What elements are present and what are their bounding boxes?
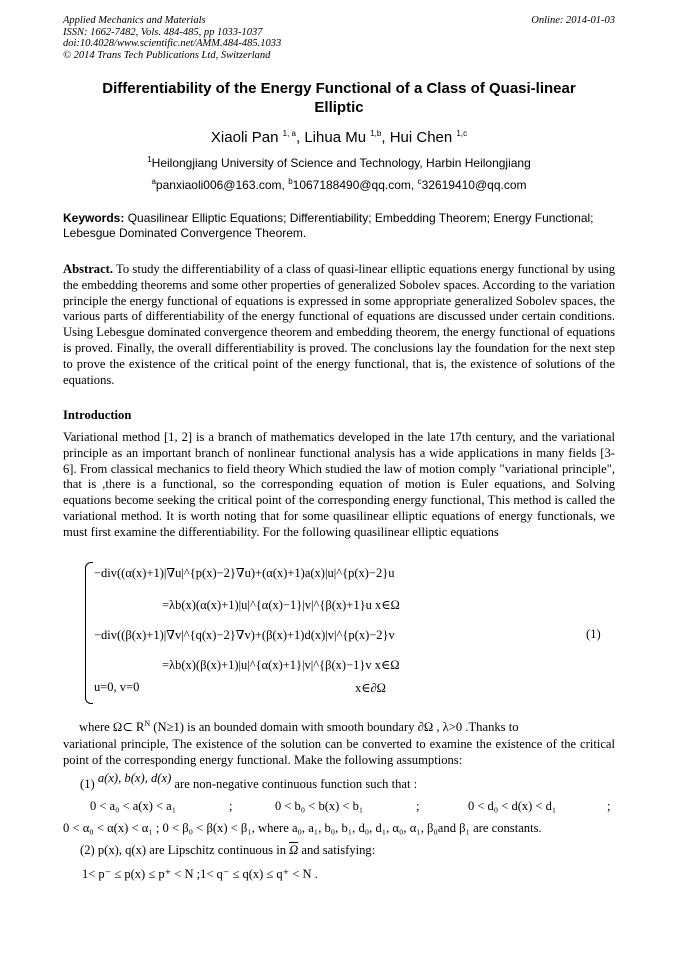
author-name: Lihua Mu (304, 129, 367, 146)
omega-closure: $\overline{\Omega}$ (289, 843, 299, 857)
keywords-label: Keywords: (63, 211, 125, 225)
title-line-2: Elliptic (314, 99, 364, 116)
paper-title (40, 79, 638, 117)
separator: ; (229, 799, 233, 813)
issn: ISSN: 1662-7482, Vols. 484-485, pp 1033-1037 (63, 26, 263, 38)
section-heading: Introduction (63, 408, 132, 422)
abstract-label: Abstract. (63, 262, 114, 276)
function-list: a(x), b(x), d(x) (97, 771, 172, 785)
equation-line: u=0, v=0 (94, 680, 140, 694)
journal-header (63, 15, 281, 61)
email: panxiaoli006@163.com, (155, 178, 289, 192)
author-sup: 1,b (370, 129, 382, 138)
affiliation: $^1$Heilongjiang University of Science and Technology, Harbin Heilongjiang (147, 155, 531, 170)
equation-line: −div((α(x)+1)|∇u|^{p(x)−2}∇u)+(α(x)+1)a(x)|u|^{p(x)−2}u (94, 566, 395, 580)
keywords-text: Quasilinear Elliptic Equations; Differentiability; Embedding Theorem; Energy Functional; Lebesgue Dominated Convergence Theorem. (63, 211, 594, 240)
keywords (63, 211, 615, 241)
author-list: Xiaoli Pan $^{1, a}$, Lihua Mu $^{1,b}$, Hui Chen $^{1,c}$ (210, 129, 468, 146)
title-line-1: Differentiability of the Energy Functional of a Class of Quasi-linear (102, 80, 576, 97)
author-name: Xiaoli Pan (210, 129, 279, 146)
email: 32619410@qq.com (421, 178, 527, 192)
copyright: © 2014 Trans Tech Publications Ltd, Switzerland (63, 49, 271, 61)
equation-number: (1) (586, 627, 601, 641)
email: 1067188490@qq.com, (292, 178, 418, 192)
intro-paragraph: Variational method [1, 2] is a branch of mathematics developed in the late 17th century, and the variational principle as an important branch of nonlinear functional analysis has a wide applications in many fields [3-6]. From classical mechanics to field theory Which studied the law of motion comply "variational principle", that is ,there is a functional, so the corresponding equation of motion is Euler equations, and Solving equations become seeking the critical point of the corresponding energy functional, This method is called the variational method. It is worth noting that for some quasilinear elliptic equations of energy functionals, we must first examine the differentiability. For the following quasilinear elliptic equations (63, 430, 615, 539)
equation-line: =λb(x)(β(x)+1)|u|^{α(x)+1}|v|^{β(x)−1}v x∈Ω (162, 658, 400, 672)
assumption-2: (2) p(x), q(x) are Lipschitz continuous in $\overline{\Omega}$ and satisfying: (80, 843, 376, 857)
inequality: 0 < a₀ < a(x) < a₁ (90, 799, 177, 813)
inequality-line: 1< p⁻ ≤ p(x) ≤ p⁺ < N ;1< q⁻ ≤ q(x) ≤ q⁺ < N . (82, 867, 318, 881)
assumption-1: (1) a(x), b(x), d(x) are non-negative continuous function such that : (80, 771, 418, 791)
author-sup: 1,c (456, 129, 468, 138)
inequality: 0 < d₀ < d(x) < d₁ (468, 799, 557, 813)
equation-line: x∈∂Ω (355, 681, 386, 695)
abstract (63, 262, 615, 388)
separator: ; (416, 799, 420, 813)
doi: doi:10.4028/www.scientific.net/AMM.484-485.1033 (63, 38, 282, 49)
equation-line: =λb(x)(α(x)+1)|u|^{α(x)−1}|v|^{β(x)+1}u x∈Ω (162, 598, 400, 612)
equation-line: −div((β(x)+1)|∇v|^{q(x)−2}∇v)+(β(x)+1)d(x)|v|^{p(x)−2}v (94, 628, 395, 642)
inequality: 0 < b₀ < b(x) < b₁ (275, 799, 364, 813)
email-list: $^a$panxiaoli006@163.com, $^b$1067188490@qq.com, $^c$32619410@qq.com (151, 177, 527, 192)
online-date: Online: 2014-01-03 (531, 15, 615, 26)
inequality-line: 0 < α₀ < α(x) < α₁ ; 0 < β₀ < β(x) < β₁, where a₀, a₁, b₀, b₁, d₀, d₁, α₀, α₁, β₀and β₁ are constants. (63, 821, 542, 835)
separator: ; (607, 799, 611, 813)
equation-brace (85, 562, 93, 704)
author-name: Hui Chen (389, 129, 453, 146)
where-line: where Ω⊂ $R^N$ (N≥1) is an bounded domain with smooth boundary ∂Ω , λ>0 .Thanks to (79, 718, 519, 734)
abstract-text: To study the differentiability of a class of quasi-linear elliptic equations energy functional by using the embedding theorems and some other properties of generalized Sobolev spaces. According to the variation principle the energy functional of equations is expressed in some appropriate generalized Sobolev spaces, the various parts of differentiability of the energy functional of equations are discussed under certain conditions. Using Lebesgue dominated convergence theorem and embedding theorem, the energy functional of equations is proved. Finally, the overall differentiability is proved. The conclusions lay the foundation for the next step to prove the existence of the critical point of the energy functional, that is, the existence of solutions of the equations. (63, 262, 615, 387)
journal-name: Applied Mechanics and Materials (63, 15, 206, 26)
author-sup: 1, a (282, 129, 296, 138)
where-continuation: variational principle, The existence of the solution can be converted to examine the existence of the critical point of the corresponding energy functional. Make the following assumptions: (63, 737, 615, 767)
